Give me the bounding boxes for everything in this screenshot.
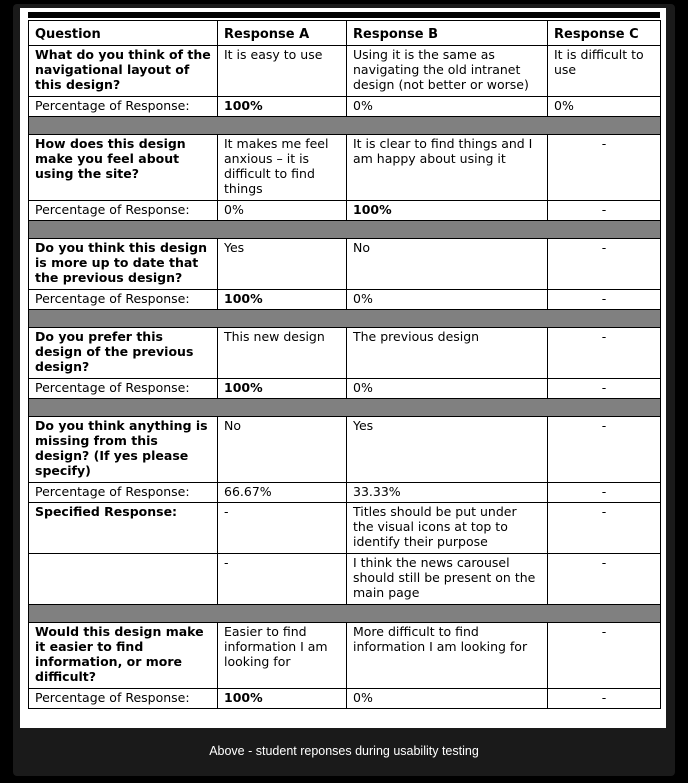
specified-label-empty [29, 554, 218, 605]
response-a: Easier to find information I am looking for [218, 623, 347, 689]
percentage-label: Percentage of Response: [29, 379, 218, 399]
percentage-row [29, 379, 661, 399]
separator-row [29, 605, 661, 623]
percentage-a: 100% [218, 379, 347, 399]
percentage-label: Percentage of Response: [29, 201, 218, 221]
response-c: - [548, 135, 661, 201]
response-c: - [548, 328, 661, 379]
specified-c: - [548, 503, 661, 554]
question-text: What do you think of the navigational layout of this design? [29, 46, 218, 97]
question-row [29, 46, 661, 97]
response-a: It is easy to use [218, 46, 347, 97]
response-c: - [548, 417, 661, 483]
percentage-a: 100% [218, 97, 347, 117]
percentage-row [29, 97, 661, 117]
response-a: This new design [218, 328, 347, 379]
percentage-b: 0% [347, 689, 548, 709]
response-b: No [347, 239, 548, 290]
image-caption: Above - student reponses during usability testing [209, 744, 479, 758]
specified-response-row [29, 554, 661, 605]
percentage-c: - [548, 379, 661, 399]
percentage-c: - [548, 689, 661, 709]
percentage-label: Percentage of Response: [29, 483, 218, 503]
percentage-row [29, 483, 661, 503]
usability-results-table [28, 20, 661, 709]
percentage-a: 66.67% [218, 483, 347, 503]
header-response-b: Response B [347, 21, 548, 46]
specified-a: - [218, 503, 347, 554]
specified-b: I think the news carousel should still be present on the main page [347, 554, 548, 605]
specified-a: - [218, 554, 347, 605]
percentage-b: 0% [347, 290, 548, 310]
response-b: Using it is the same as navigating the old intranet design (not better or worse) [347, 46, 548, 97]
response-b: Yes [347, 417, 548, 483]
percentage-label: Percentage of Response: [29, 689, 218, 709]
percentage-b: 33.33% [347, 483, 548, 503]
percentage-c: 0% [548, 97, 661, 117]
percentage-a: 100% [218, 290, 347, 310]
percentage-b: 100% [347, 201, 548, 221]
specified-response-row [29, 503, 661, 554]
question-row [29, 328, 661, 379]
specified-response-label: Specified Response: [29, 503, 218, 554]
separator-row [29, 117, 661, 135]
question-row [29, 239, 661, 290]
response-c: It is difficult to use [548, 46, 661, 97]
separator-row [29, 310, 661, 328]
question-text: Do you think this design is more up to date that the previous design? [29, 239, 218, 290]
question-row [29, 135, 661, 201]
header-question: Question [29, 21, 218, 46]
question-row [29, 417, 661, 483]
percentage-c: - [548, 483, 661, 503]
header-row [29, 21, 661, 46]
table-top-rule [28, 12, 660, 18]
separator-row [29, 221, 661, 239]
question-text: Would this design make it easier to find information, or more difficult? [29, 623, 218, 689]
response-b: The previous design [347, 328, 548, 379]
question-text: Do you think anything is missing from this design? (If yes please specify) [29, 417, 218, 483]
header-response-c: Response C [548, 21, 661, 46]
response-b: More difficult to find information I am looking for [347, 623, 548, 689]
specified-c: - [548, 554, 661, 605]
percentage-b: 0% [347, 379, 548, 399]
percentage-label: Percentage of Response: [29, 290, 218, 310]
percentage-b: 0% [347, 97, 548, 117]
percentage-row [29, 290, 661, 310]
specified-b: Titles should be put under the visual icons at top to identify their purpose [347, 503, 548, 554]
percentage-row [29, 201, 661, 221]
question-row [29, 623, 661, 689]
question-text: How does this design make you feel about using the site? [29, 135, 218, 201]
percentage-c: - [548, 290, 661, 310]
response-c: - [548, 239, 661, 290]
percentage-a: 0% [218, 201, 347, 221]
percentage-c: - [548, 201, 661, 221]
response-b: It is clear to find things and I am happy about using it [347, 135, 548, 201]
header-response-a: Response A [218, 21, 347, 46]
percentage-row [29, 689, 661, 709]
response-a: It makes me feel anxious – it is difficult to find things [218, 135, 347, 201]
response-a: No [218, 417, 347, 483]
question-text: Do you prefer this design of the previous design? [29, 328, 218, 379]
separator-row [29, 399, 661, 417]
response-c: - [548, 623, 661, 689]
percentage-label: Percentage of Response: [29, 97, 218, 117]
response-a: Yes [218, 239, 347, 290]
percentage-a: 100% [218, 689, 347, 709]
